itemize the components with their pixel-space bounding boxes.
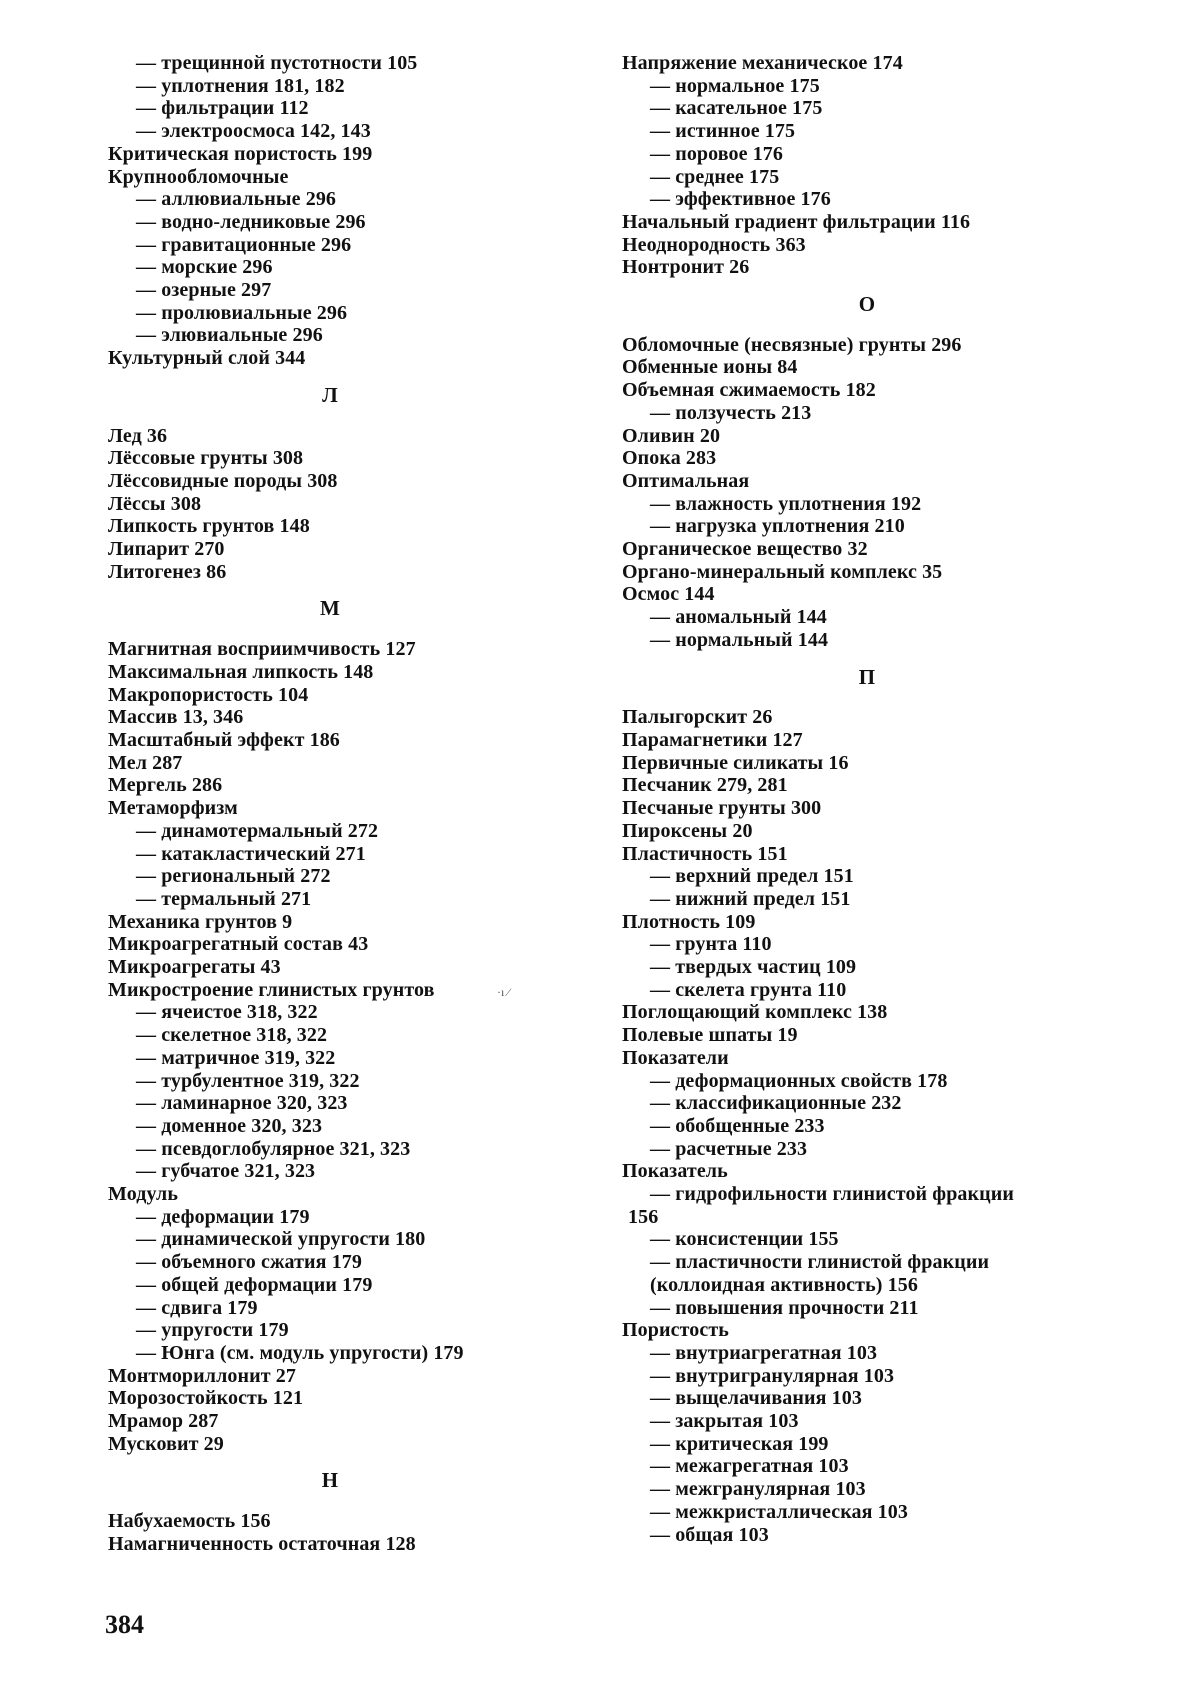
index-entry: Массив 13, 346 bbox=[108, 706, 244, 729]
index-subentry: — верхний предел 151 bbox=[650, 865, 854, 888]
index-subentry: — упругости 179 bbox=[136, 1319, 289, 1342]
index-entry: Монтмориллонит 27 bbox=[108, 1364, 296, 1387]
index-subentry: — гравитационные 296 bbox=[136, 233, 352, 256]
index-entry: Макропористость 104 bbox=[108, 683, 309, 706]
section-letter: Л bbox=[322, 382, 338, 407]
index-subentry: — объемного сжатия 179 bbox=[136, 1251, 362, 1274]
index-entry: Магнитная восприимчивость 127 bbox=[108, 638, 416, 661]
index-entry: Мел 287 bbox=[108, 751, 183, 774]
index-subentry: — ламинарное 320, 323 bbox=[136, 1092, 348, 1115]
index-subentry: — ячеистое 318, 322 bbox=[136, 1001, 318, 1024]
page-number: 384 bbox=[105, 1610, 144, 1639]
index-subentry: — термальный 271 bbox=[136, 887, 312, 910]
index-entry: Литогенез 86 bbox=[108, 560, 227, 583]
index-subentry: — морские 296 bbox=[136, 256, 273, 279]
index-subentry: — аномальный 144 bbox=[650, 606, 827, 629]
index-entry: Модуль bbox=[108, 1183, 179, 1206]
index-subentry: — твердых частиц 109 bbox=[650, 956, 857, 979]
index-entry: Обменные ионы 84 bbox=[622, 356, 798, 379]
index-entry: Микроагрегатный состав 43 bbox=[108, 933, 369, 956]
index-entry: Мрамор 287 bbox=[108, 1410, 219, 1433]
index-subentry: — трещинной пустотности 105 bbox=[136, 52, 418, 74]
index-subentry: — Юнга (см. модуль упругости) 179 bbox=[136, 1341, 464, 1364]
index-entry: Плотность 109 bbox=[622, 910, 756, 933]
index-subentry: — нижний предел 151 bbox=[650, 887, 851, 910]
index-subentry: — межагрегатная 103 bbox=[650, 1455, 849, 1478]
section-letter: Н bbox=[321, 1468, 339, 1493]
index-subentry: — электроосмоса 142, 143 bbox=[136, 120, 371, 143]
index-subentry: — закрытая 103 bbox=[650, 1410, 799, 1433]
index-entry: Лед 36 bbox=[108, 424, 168, 447]
index-subentry: — аллювиальные 296 bbox=[136, 188, 337, 211]
index-subentry: — гидрофильности глинистой фракции bbox=[650, 1183, 1015, 1206]
index-subentry: — губчатое 321, 323 bbox=[136, 1160, 316, 1183]
index-subentry: — ползучесть 213 bbox=[650, 401, 812, 424]
index-entry: Морозостойкость 121 bbox=[108, 1387, 304, 1410]
index-subentry: — элювиальные 296 bbox=[136, 324, 323, 347]
index-entry: Опока 283 bbox=[622, 447, 717, 470]
index-subentry: — скелета грунта 110 bbox=[650, 978, 847, 1001]
index-subentry: — внутригранулярная 103 bbox=[650, 1364, 895, 1387]
index-subentry: — повышения прочности 211 bbox=[650, 1296, 919, 1319]
index-subentry: — нагрузка уплотнения 210 bbox=[650, 515, 905, 538]
index-subentry: — консистенции 155 bbox=[650, 1228, 839, 1251]
index-entry: Липарит 270 bbox=[108, 538, 225, 561]
index-entry: Нонтронит 26 bbox=[622, 256, 750, 279]
section-letter: П bbox=[858, 664, 876, 689]
index-subentry: — среднее 175 bbox=[650, 165, 780, 188]
index-entry: Пластичность 151 bbox=[622, 842, 788, 865]
index-entry: Масштабный эффект 186 bbox=[108, 728, 340, 751]
index-subentry: — сдвига 179 bbox=[136, 1296, 258, 1319]
index-subentry: — межкристаллическая 103 bbox=[650, 1500, 908, 1523]
index-subentry: — уплотнения 181, 182 bbox=[136, 74, 345, 97]
index-subentry: — влажность уплотнения 192 bbox=[650, 492, 922, 515]
index-subentry: — динамотермальный 272 bbox=[136, 819, 379, 842]
index-entry: Лёссовые грунты 308 bbox=[108, 447, 304, 470]
index-entry: Осмос 144 bbox=[622, 583, 715, 606]
index-entry: Первичные силикаты 16 bbox=[622, 751, 849, 774]
index-entry: Полевые шпаты 19 bbox=[622, 1024, 798, 1047]
index-entry: Палыгорскит 26 bbox=[622, 706, 773, 729]
index-column-left bbox=[108, 52, 568, 1556]
index-entry: Органо-минеральный комплекс 35 bbox=[622, 560, 943, 583]
index-column-right bbox=[622, 52, 1112, 1546]
index-entry: Песчаные грунты 300 bbox=[622, 797, 822, 820]
index-subentry: — катакластический 271 bbox=[136, 842, 366, 865]
index-entry: Оптимальная bbox=[622, 469, 750, 492]
index-subentry: — межгранулярная 103 bbox=[650, 1478, 866, 1501]
index-subentry: — выщелачивания 103 bbox=[650, 1387, 862, 1410]
stray-mark: ·ı ⁄ bbox=[497, 985, 510, 999]
index-entry: Микростроение глинистых грунтов bbox=[108, 978, 435, 1001]
index-subentry: — общая 103 bbox=[650, 1523, 769, 1546]
index-entry: Песчаник 279, 281 bbox=[622, 774, 788, 797]
index-subentry: — региональный 272 bbox=[136, 865, 331, 888]
index-entry: Критическая пористость 199 bbox=[108, 142, 373, 165]
index-entry: Микроагрегаты 43 bbox=[108, 956, 281, 979]
index-subentry: — пролювиальные 296 bbox=[136, 301, 348, 324]
index-subentry: — динамической упругости 180 bbox=[136, 1228, 426, 1251]
index-subentry: — классификационные 232 bbox=[650, 1092, 902, 1115]
index-subentry: — грунта 110 bbox=[650, 933, 772, 956]
index-subentry: — внутриагрегатная 103 bbox=[650, 1341, 878, 1364]
index-subentry: — доменное 320, 323 bbox=[136, 1114, 323, 1137]
index-subentry: — озерные 297 bbox=[136, 279, 272, 302]
index-entry: Парамагнетики 127 bbox=[622, 728, 803, 751]
index-subentry: — матричное 319, 322 bbox=[136, 1046, 336, 1069]
index-entry: Набухаемость 156 bbox=[108, 1510, 271, 1533]
index-entry: Механика грунтов 9 bbox=[108, 910, 293, 933]
index-entry: Органическое вещество 32 bbox=[622, 538, 868, 561]
index-subentry: 156 bbox=[628, 1205, 659, 1228]
index-entry: Обломочные (несвязные) грунты 296 bbox=[622, 333, 962, 356]
index-subentry: — касательное 175 bbox=[650, 97, 823, 120]
index-entry: Объемная сжимаемость 182 bbox=[622, 379, 876, 402]
index-subentry: — скелетное 318, 322 bbox=[136, 1024, 328, 1047]
index-entry: Липкость грунтов 148 bbox=[108, 515, 310, 538]
index-subentry: — водно-ледниковые 296 bbox=[136, 210, 366, 233]
index-entry: Метаморфизм bbox=[108, 797, 238, 820]
index-subentry: — расчетные 233 bbox=[650, 1137, 808, 1160]
index-entry: Мергель 286 bbox=[108, 774, 223, 797]
index-subentry: — нормальное 175 bbox=[650, 74, 820, 97]
index-subentry: — нормальный 144 bbox=[650, 628, 829, 651]
index-entry: Поглощающий комплекс 138 bbox=[622, 1001, 888, 1024]
index-entry: Максимальная липкость 148 bbox=[108, 660, 374, 683]
index-entry: Культурный слой 344 bbox=[108, 347, 306, 370]
index-entry: Намагниченность остаточная 128 bbox=[108, 1532, 416, 1555]
index-subentry: — турбулентное 319, 322 bbox=[136, 1069, 360, 1092]
index-entry: Начальный градиент фильтрации 116 bbox=[622, 210, 971, 233]
index-entry: Напряжение механическое 174 bbox=[622, 52, 903, 74]
index-subentry: — истинное 175 bbox=[650, 120, 796, 143]
index-subentry: — псевдоглобулярное 321, 323 bbox=[136, 1137, 411, 1160]
index-entry: Неоднородность 363 bbox=[622, 233, 806, 256]
index-entry: Лёссы 308 bbox=[108, 492, 202, 515]
index-subentry: — обобщенные 233 bbox=[650, 1114, 825, 1137]
index-entry: Лёссовидные породы 308 bbox=[108, 469, 338, 492]
index-subentry: — пластичности глинистой фракции bbox=[650, 1251, 990, 1274]
index-subentry: — деформации 179 bbox=[136, 1205, 310, 1228]
index-subentry: — общей деформации 179 bbox=[136, 1273, 373, 1296]
index-entry: Пористость bbox=[622, 1319, 729, 1342]
index-entry: Крупнообломочные bbox=[108, 165, 289, 188]
index-subentry: — критическая 199 bbox=[650, 1432, 829, 1455]
index-entry: Пироксены 20 bbox=[622, 819, 753, 842]
index-subentry: (коллоидная активность) 156 bbox=[650, 1273, 918, 1296]
index-subentry: — поровое 176 bbox=[650, 142, 783, 165]
index-subentry: — деформационных свойств 178 bbox=[650, 1069, 948, 1092]
section-letter: М bbox=[320, 596, 340, 621]
index-entry: Показатели bbox=[622, 1046, 729, 1069]
section-letter: О bbox=[858, 292, 876, 317]
index-subentry: — эффективное 176 bbox=[650, 188, 831, 211]
index-entry: Мусковит 29 bbox=[108, 1432, 224, 1455]
index-entry: Оливин 20 bbox=[622, 424, 721, 447]
index-subentry: — фильтрации 112 bbox=[136, 97, 309, 120]
index-entry: Показатель bbox=[622, 1160, 728, 1183]
